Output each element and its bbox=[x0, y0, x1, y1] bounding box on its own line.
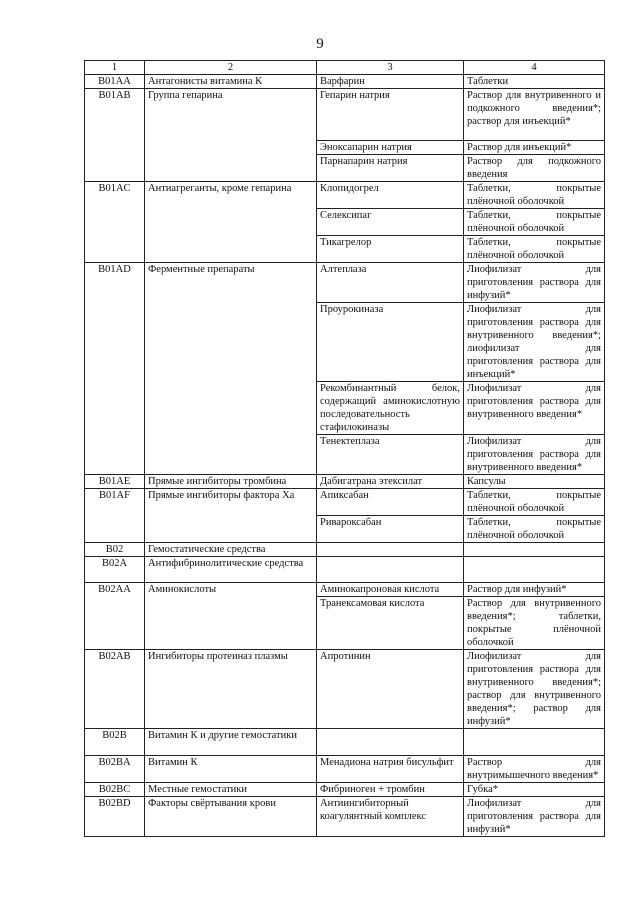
group-name-cell: Прямые ингибиторы тромбина bbox=[145, 475, 317, 489]
code-cell: B02AB bbox=[85, 650, 145, 729]
substance-cell bbox=[317, 543, 464, 557]
dosage-form-cell: Таблетки, покрытые плёночной оболочкой bbox=[464, 516, 605, 543]
group-name-cell: Ферментные препараты bbox=[145, 263, 317, 475]
code-cell: B02B bbox=[85, 729, 145, 756]
table-row bbox=[85, 583, 605, 597]
group-name-cell: Антагонисты витамина К bbox=[145, 75, 317, 89]
table-row bbox=[85, 89, 605, 141]
code-cell: B01AF bbox=[85, 489, 145, 543]
dosage-form-cell: Лиофилизат для приготовления раствора для внутривенного введения* bbox=[464, 382, 605, 435]
code-cell: B02BC bbox=[85, 783, 145, 797]
substance-cell: Тикагрелор bbox=[317, 236, 464, 263]
dosage-form-cell: Лиофилизат для приготовления раствора для инфузий* bbox=[464, 263, 605, 303]
column-header: 3 bbox=[317, 61, 464, 75]
substance-cell: Тенектеплаза bbox=[317, 435, 464, 475]
dosage-form-cell: Раствор для внутривенного введения*; таблетки, покрытые плёночной оболочкой bbox=[464, 597, 605, 650]
code-cell: B02AA bbox=[85, 583, 145, 650]
dosage-form-cell bbox=[464, 729, 605, 756]
code-cell: B02BA bbox=[85, 756, 145, 783]
code-cell: B01AE bbox=[85, 475, 145, 489]
table-row bbox=[85, 543, 605, 557]
dosage-form-cell: Лиофилизат для приготовления раствора для внутривенного введения*; раствор для внутривенного введения*; раствор для инфузий* bbox=[464, 650, 605, 729]
group-name-cell: Антиагреганты, кроме гепарина bbox=[145, 182, 317, 263]
drug-table bbox=[84, 60, 605, 837]
group-name-cell: Антифибринолитические средства bbox=[145, 557, 317, 583]
substance-cell: Алтеплаза bbox=[317, 263, 464, 303]
dosage-form-cell: Лиофилизат для приготовления раствора для внутривенного введения*; лиофилизат для приготовления раствора для инъекций* bbox=[464, 303, 605, 382]
dosage-form-cell: Губка* bbox=[464, 783, 605, 797]
group-name-cell: Факторы свёртывания крови bbox=[145, 797, 317, 837]
substance-cell: Рекомбинантный белок, содержащий аминокислотную последовательность стафилокиназы bbox=[317, 382, 464, 435]
substance-cell: Селексипаг bbox=[317, 209, 464, 236]
substance-cell: Ривароксабан bbox=[317, 516, 464, 543]
code-cell: B02 bbox=[85, 543, 145, 557]
table-row bbox=[85, 263, 605, 303]
table-row bbox=[85, 797, 605, 837]
substance-cell: Апротинин bbox=[317, 650, 464, 729]
group-name-cell: Группа гепарина bbox=[145, 89, 317, 182]
dosage-form-cell: Лиофилизат для приготовления раствора для инфузий* bbox=[464, 797, 605, 837]
substance-cell: Эноксапарин натрия bbox=[317, 141, 464, 155]
group-name-cell: Витамин К bbox=[145, 756, 317, 783]
page-number: 9 bbox=[316, 36, 324, 52]
dosage-form-cell: Раствор для внутримышечного введения* bbox=[464, 756, 605, 783]
table-row bbox=[85, 557, 605, 583]
substance-cell bbox=[317, 729, 464, 756]
table-row bbox=[85, 729, 605, 756]
code-cell: B01AA bbox=[85, 75, 145, 89]
group-name-cell: Местные гемостатики bbox=[145, 783, 317, 797]
dosage-form-cell: Таблетки bbox=[464, 75, 605, 89]
table-row bbox=[85, 783, 605, 797]
substance-cell: Варфарин bbox=[317, 75, 464, 89]
group-name-cell: Ингибиторы протеиназ плазмы bbox=[145, 650, 317, 729]
group-name-cell: Витамин К и другие гемостатики bbox=[145, 729, 317, 756]
substance-cell: Менадиона натрия бисульфит bbox=[317, 756, 464, 783]
group-name-cell: Гемостатические средства bbox=[145, 543, 317, 557]
table-row bbox=[85, 650, 605, 729]
substance-cell: Проурокиназа bbox=[317, 303, 464, 382]
dosage-form-cell: Таблетки, покрытые плёночной оболочкой bbox=[464, 489, 605, 516]
column-header: 4 bbox=[464, 61, 605, 75]
code-cell: B01AB bbox=[85, 89, 145, 182]
code-cell: B01AD bbox=[85, 263, 145, 475]
table-header-row bbox=[85, 61, 605, 75]
dosage-form-cell: Капсулы bbox=[464, 475, 605, 489]
group-name-cell: Прямые ингибиторы фактора Xa bbox=[145, 489, 317, 543]
dosage-form-cell: Таблетки, покрытые плёночной оболочкой bbox=[464, 182, 605, 209]
dosage-form-cell: Таблетки, покрытые плёночной оболочкой bbox=[464, 236, 605, 263]
substance-cell bbox=[317, 557, 464, 583]
column-header: 2 bbox=[145, 61, 317, 75]
dosage-form-cell: Лиофилизат для приготовления раствора для внутривенного введения* bbox=[464, 435, 605, 475]
group-name-cell: Аминокислоты bbox=[145, 583, 317, 650]
dosage-form-cell: Раствор для инфузий* bbox=[464, 583, 605, 597]
substance-cell: Парнапарин натрия bbox=[317, 155, 464, 182]
code-cell: B02BD bbox=[85, 797, 145, 837]
substance-cell: Транексамовая кислота bbox=[317, 597, 464, 650]
substance-cell: Фибриноген + тромбин bbox=[317, 783, 464, 797]
column-header: 1 bbox=[85, 61, 145, 75]
table-row bbox=[85, 475, 605, 489]
substance-cell: Дабигатрана этексилат bbox=[317, 475, 464, 489]
table-row bbox=[85, 489, 605, 516]
substance-cell: Гепарин натрия bbox=[317, 89, 464, 141]
table-row bbox=[85, 75, 605, 89]
table-row bbox=[85, 182, 605, 209]
substance-cell: Аминокапроновая кислота bbox=[317, 583, 464, 597]
code-cell: B02A bbox=[85, 557, 145, 583]
dosage-form-cell: Раствор для подкожного введения bbox=[464, 155, 605, 182]
substance-cell: Апиксабан bbox=[317, 489, 464, 516]
substance-cell: Клопидогрел bbox=[317, 182, 464, 209]
dosage-form-cell: Раствор для инъекций* bbox=[464, 141, 605, 155]
dosage-form-cell: Таблетки, покрытые плёночной оболочкой bbox=[464, 209, 605, 236]
dosage-form-cell: Раствор для внутривенного и подкожного введения*; раствор для инъекций* bbox=[464, 89, 605, 141]
dosage-form-cell bbox=[464, 557, 605, 583]
code-cell: B01AC bbox=[85, 182, 145, 263]
dosage-form-cell bbox=[464, 543, 605, 557]
table-row bbox=[85, 756, 605, 783]
substance-cell: Антиингибиторный коагулянтный комплекс bbox=[317, 797, 464, 837]
